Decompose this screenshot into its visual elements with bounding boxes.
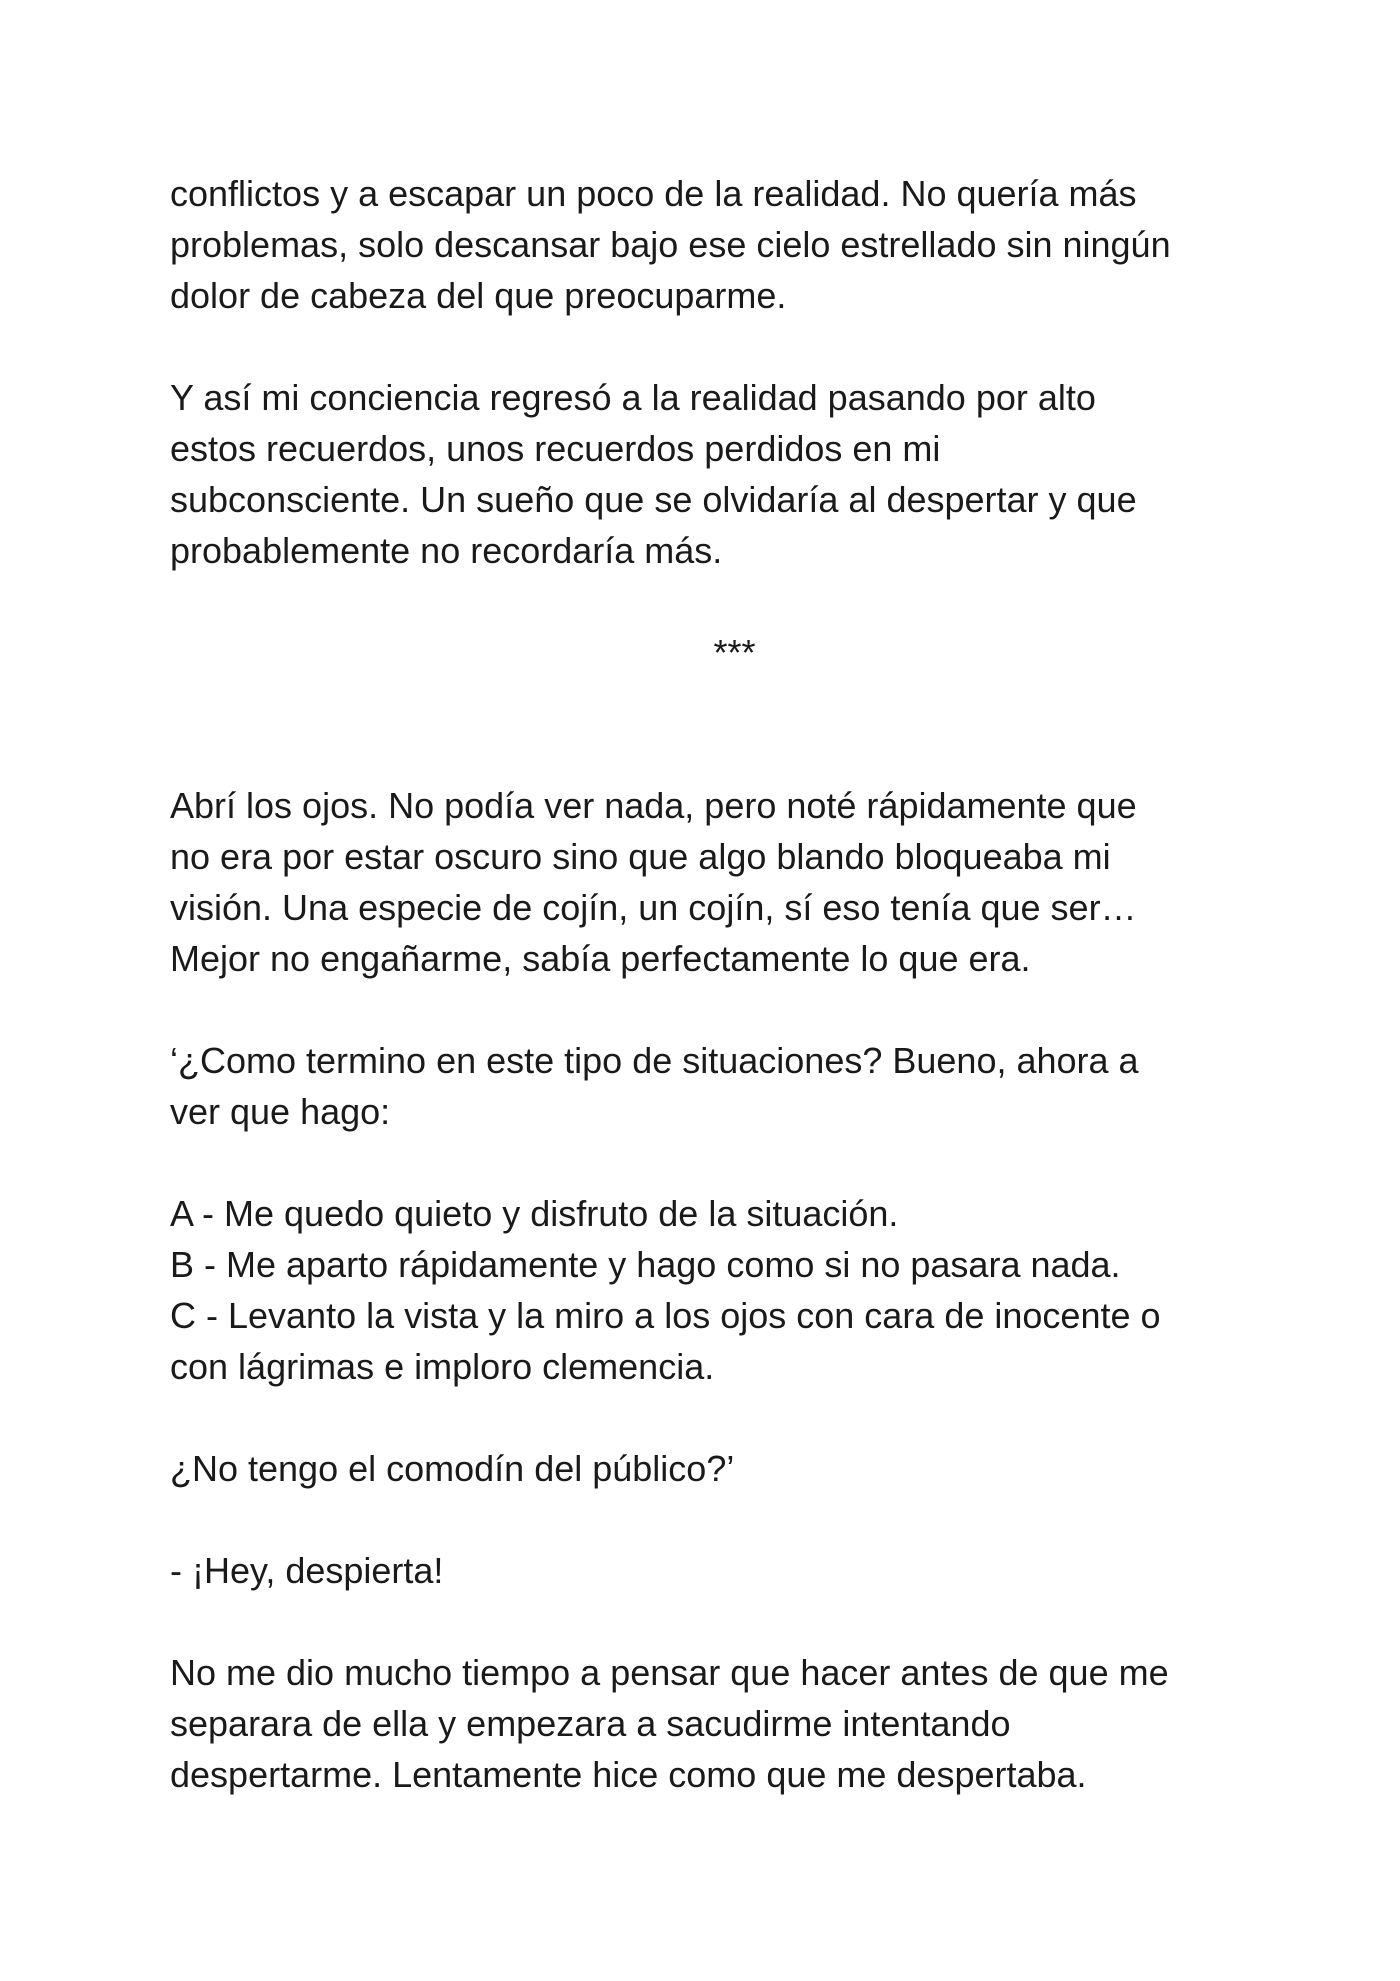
text-line: problemas, solo descansar bajo ese cielo estrellado sin ningún [170, 224, 1171, 265]
paragraph-3 [170, 780, 1245, 984]
paragraph-5 [170, 1443, 1245, 1494]
text-line: despertarme. Lentamente hice como que me despertaba. [170, 1754, 1087, 1795]
text-line: Abrí los ojos. No podía ver nada, pero noté rápidamente que [170, 785, 1137, 826]
text-line: ‘¿Como termino en este tipo de situaciones? Bueno, ahora a [170, 1040, 1139, 1081]
text-line: no era por estar oscuro sino que algo blando bloqueaba mi [170, 836, 1111, 877]
scene-break-separator: *** [713, 632, 756, 673]
option-c: C - Levanto la vista y la miro a los ojos con cara de inocente o [170, 1295, 1161, 1336]
options-list [170, 1188, 1245, 1392]
text-line: subconsciente. Un sueño que se olvidaría al despertar y que [170, 479, 1137, 520]
spacer [170, 729, 1245, 780]
paragraph-1 [170, 168, 1245, 321]
text-line: Mejor no engañarme, sabía perfectamente lo que era. [170, 938, 1031, 979]
text-line: separara de ella y empezara a sacudirme intentando [170, 1703, 1011, 1744]
text-line: conflictos y a escapar un poco de la realidad. No quería más [170, 173, 1137, 214]
text-line: dolor de cabeza del que preocuparme. [170, 275, 787, 316]
document-body [170, 168, 1245, 1851]
text-line: ver que hago: [170, 1091, 391, 1132]
paragraph-6 [170, 1647, 1245, 1800]
option-c-continued: con lágrimas e imploro clemencia. [170, 1346, 715, 1387]
text-line: No me dio mucho tiempo a pensar que hacer antes de que me [170, 1652, 1169, 1693]
paragraph-4 [170, 1035, 1245, 1137]
text-line: visión. Una especie de cojín, un cojín, sí eso tenía que ser… [170, 887, 1137, 928]
paragraph-2 [170, 372, 1245, 576]
text-line: Y así mi conciencia regresó a la realidad pasando por alto [170, 377, 1096, 418]
text-line: probablemente no recordaría más. [170, 530, 723, 571]
text-line: ¿No tengo el comodín del público?’ [170, 1448, 735, 1489]
dialogue-line [170, 1545, 1245, 1596]
option-a: A - Me quedo quieto y disfruto de la situación. [170, 1193, 899, 1234]
text-line: - ¡Hey, despierta! [170, 1550, 444, 1591]
option-b: B - Me aparto rápidamente y hago como si no pasara nada. [170, 1244, 1121, 1285]
text-line: estos recuerdos, unos recuerdos perdidos en mi [170, 428, 941, 469]
